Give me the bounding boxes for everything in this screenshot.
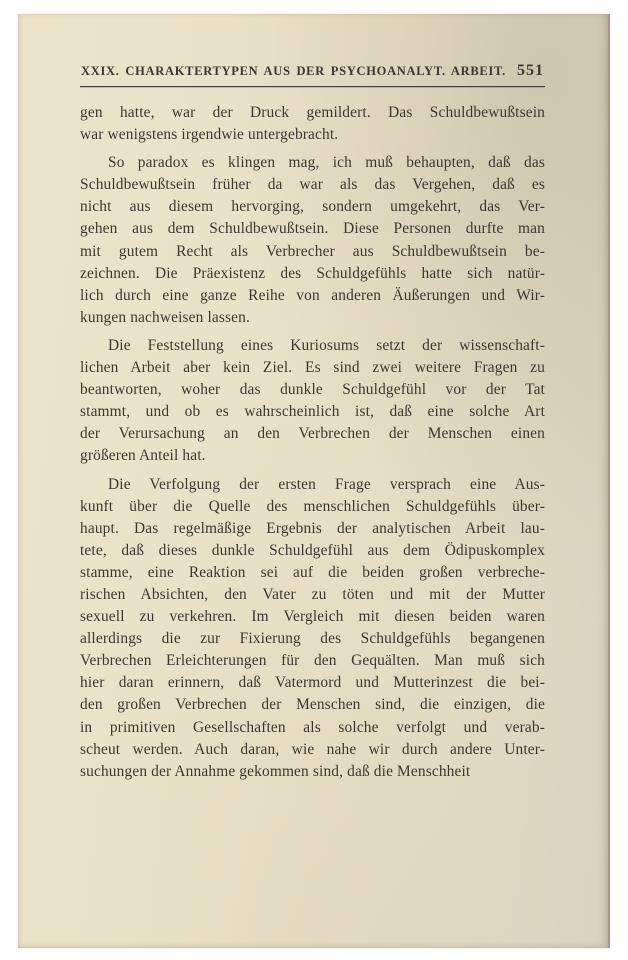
text-line: allerdings die zur Fixierung des Schuldgefühls begangenen: [80, 630, 545, 648]
text-line: nicht aus diesem hervorging, sondern umgekehrt, das Ver-: [80, 198, 545, 216]
text-line: kungen nachweisen lassen.: [80, 308, 251, 326]
text-line: rischen Absichten, den Vater zu töten und mit der Mutter: [80, 585, 545, 603]
text-line: den großen Verbrechen der Menschen sind, die einzigen, die: [80, 696, 545, 714]
text-line: haupt. Das regelmäßige Ergebnis der analytischen Arbeit lau-: [80, 519, 545, 537]
text-line: lich durch eine ganze Reihe von anderen Äußerungen und Wir-: [80, 286, 545, 304]
text-line: stamme, eine Reaktion sei auf die beiden großen verbreche-: [80, 563, 545, 581]
text-line: sexuell zu verkehren. Im Vergleich mit diesen beiden waren: [80, 608, 545, 626]
running-head: XXIX. CHARAKTERTYPEN AUS DER PSYCHOANALYT. ARBEIT.: [81, 64, 506, 78]
text-line: suchungen der Annahme gekommen sind, daß die Menschheit: [80, 762, 471, 780]
text-line: gen hatte, war der Druck gemildert. Das Schuldbewußtsein: [80, 104, 545, 121]
header-rule: [80, 86, 545, 87]
text-line: hier daran erinnern, daß Vatermord und Mutterinzest die bei-: [80, 674, 545, 692]
text-line: Die Feststellung eines Kuriosums setzt der wissenschaft-: [108, 336, 545, 354]
text-line: größeren Anteil hat.: [80, 447, 206, 465]
page-header: [80, 62, 545, 80]
text-line: kunft über die Quelle des menschlichen Schuldgefühls über-: [80, 497, 545, 515]
text-line: in primitiven Gesellschaften als solche verfolgt und verab-: [80, 718, 545, 736]
page-content: [80, 62, 545, 783]
text-line: gehen aus dem Schuldbewußtsein. Diese Personen durfte man: [80, 220, 545, 238]
text-line: Schuldbewußtsein früher da war als das Vergehen, daß es: [80, 176, 545, 194]
text-line: scheut werden. Auch daran, wie nahe wir durch andere Unter-: [80, 740, 545, 758]
text-line: tete, daß dieses dunkle Schuldgefühl aus dem Ödipuskomplex: [80, 541, 545, 559]
paragraph: [80, 102, 545, 146]
book-page: [18, 14, 610, 948]
text-line: lichen Arbeit aber kein Ziel. Es sind zwei weitere Fragen zu: [80, 359, 545, 377]
paragraph: [80, 152, 545, 329]
text-line: Verbrechen Erleichterungen für den Gequälten. Man muß sich: [80, 652, 545, 670]
text-line: So paradox es klingen mag, ich muß behaupten, daß das: [108, 154, 545, 172]
page-number: 551: [516, 62, 544, 79]
page-body: [80, 102, 545, 783]
text-line: der Verursachung an den Verbrechen der Menschen einen: [80, 425, 545, 443]
text-line: mit gutem Recht als Verbrecher aus Schuldbewußtsein be-: [80, 242, 545, 260]
text-line: beantworten, woher das dunkle Schuldgefühl vor der Tat: [80, 381, 545, 399]
text-line: war wenigstens irgendwie untergebracht.: [80, 126, 339, 144]
text-line: Die Verfolgung der ersten Frage versprach eine Aus-: [108, 475, 545, 493]
text-line: stammt, und ob es wahrscheinlich ist, daß eine solche Art: [80, 403, 545, 421]
paragraph: [80, 335, 545, 468]
text-line: zeichnen. Die Präexistenz des Schuldgefühls hatte sich natür-: [80, 264, 545, 282]
paragraph: [80, 474, 545, 783]
